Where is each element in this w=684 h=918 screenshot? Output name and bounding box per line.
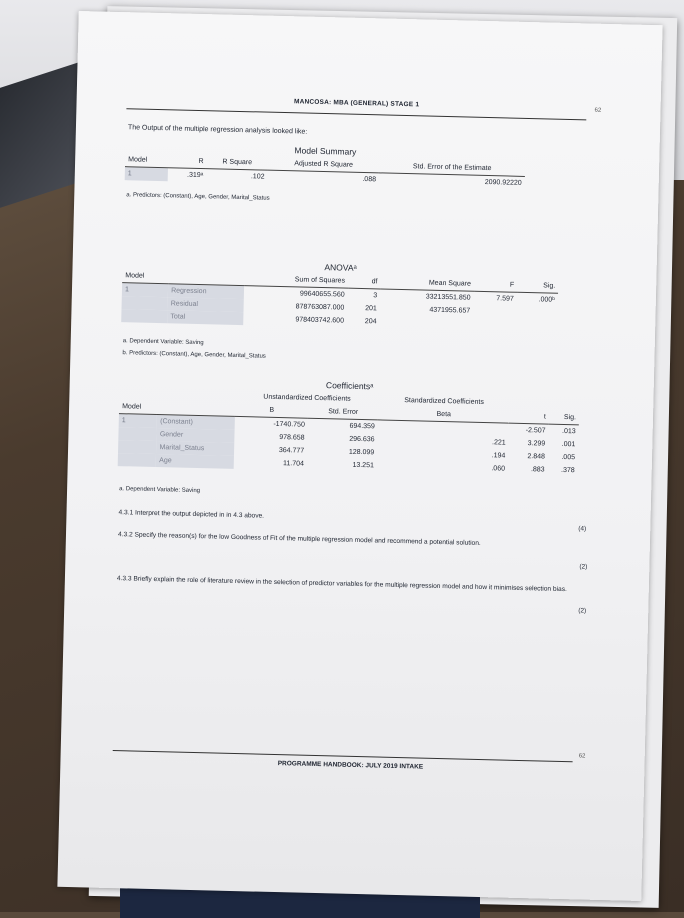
anova-title: ANOVAᵃ <box>324 262 357 273</box>
anova-note-b: b. Predictors: (Constant), Age, Gender, Marital_Status <box>122 350 266 360</box>
row-label: Gender <box>157 428 235 443</box>
table-cell: 1 <box>125 167 169 182</box>
table-cell: .883 <box>530 466 545 474</box>
col-header: Beta <box>436 410 452 419</box>
col-header: Model <box>128 156 148 164</box>
table-cell <box>473 305 517 319</box>
model-summary-title: Model Summary <box>294 145 357 157</box>
document-page <box>57 11 662 901</box>
table-cell: 364.777 <box>278 447 305 455</box>
col-header: df <box>371 278 378 286</box>
table-cell <box>121 309 167 323</box>
col-header: R <box>198 157 204 166</box>
col-header: t <box>543 413 546 421</box>
model-summary-note: a. Predictors: (Constant), Age, Gender, Marital_Status <box>126 192 270 202</box>
intro-text: The Output of the multiple regression analysis looked like: <box>127 124 308 136</box>
table-cell: 3 <box>347 288 380 302</box>
table-cell: 128.099 <box>348 448 375 457</box>
row-label: Age <box>156 454 234 469</box>
marks-4-3-1: (4) <box>578 525 587 533</box>
question-4-3-1: 4.3.1 Interpret the output depicted in in 4.3 above. <box>118 509 265 520</box>
table-cell: 4371955.657 <box>429 306 471 315</box>
col-header: Std. Error <box>328 408 359 416</box>
group-header: Standardized Coefficients <box>404 397 484 407</box>
table-cell <box>516 319 557 333</box>
table-cell: 33213551.850 <box>380 289 474 305</box>
coefficients-note: a. Dependent Variable: Saving <box>119 486 201 495</box>
table-cell: 3.299 <box>527 440 546 448</box>
row-label: Regression <box>168 284 245 299</box>
table-cell: 13.251 <box>352 461 374 470</box>
table-cell: 1 <box>119 414 158 428</box>
model-summary-table <box>125 140 526 190</box>
table-cell: .005 <box>561 453 576 462</box>
table-cell: .221 <box>491 439 506 447</box>
table-cell <box>122 296 168 310</box>
table-cell <box>118 453 157 467</box>
col-header: Adjusted R Square <box>294 160 354 169</box>
col-header: Sum of Squares <box>294 276 346 285</box>
table-cell: .088 <box>267 170 379 186</box>
table-cell: 978403742.600 <box>295 316 345 325</box>
table-cell: 694.359 <box>308 418 378 433</box>
table-cell: 2090.92220 <box>379 173 525 190</box>
footer-rule <box>113 750 573 762</box>
table-cell: 878763087.000 <box>295 303 345 312</box>
running-head: MANCOSA: MBA (GENERAL) STAGE 1 <box>293 98 420 109</box>
col-header: R Square <box>222 158 253 167</box>
table-cell: 11.704 <box>282 460 305 468</box>
col-header: F <box>509 281 515 289</box>
table-cell: 978.658 <box>279 434 305 442</box>
table-cell: 7.597 <box>473 291 517 306</box>
table-cell: 2.848 <box>527 453 546 461</box>
col-header: Sig. <box>543 282 556 290</box>
anova-table <box>121 256 558 333</box>
table-cell: .378 <box>560 466 575 475</box>
page-number-bottom: 62 <box>578 753 586 760</box>
col-header: Model <box>125 272 145 280</box>
table-cell: .319ᵃ <box>168 168 207 182</box>
row-label: Residual <box>168 297 244 312</box>
table-cell: 1 <box>122 283 168 298</box>
col-header: Sig. <box>563 413 577 422</box>
table-cell <box>118 427 157 441</box>
row-label: Total <box>167 310 243 325</box>
table-cell: .013 <box>548 424 578 438</box>
coefficients-table <box>118 374 580 477</box>
question-4-3-2: 4.3.2 Specify the reason(s) for the low Goodness of Fit of the multiple regression model and recommend a potential solution. <box>117 531 481 547</box>
row-label: Marital_Status <box>156 441 234 456</box>
question-4-3-3: 4.3.3 Briefly explain the role of literature review in the selection of predictor variables for the multiple regression model and how it minimises selection bias. <box>116 575 567 594</box>
col-header: Model <box>122 403 142 411</box>
table-cell: 201 <box>365 305 377 313</box>
table-cell <box>473 318 517 332</box>
page-number-top: 62 <box>594 107 602 114</box>
group-header: Unstandardized Coefficients <box>263 393 351 403</box>
table-cell: 296.636 <box>349 435 375 444</box>
marks-4-3-3: (2) <box>578 607 587 615</box>
col-header: Std. Error of the Estimate <box>412 163 492 173</box>
table-cell: .000ᵇ <box>517 292 558 306</box>
footer-text: PROGRAMME HANDBOOK: JULY 2019 INTAKE <box>277 760 424 771</box>
table-cell <box>118 440 157 454</box>
table-cell: .060 <box>491 465 506 473</box>
table-cell: 99640655.560 <box>244 286 348 302</box>
anova-note-a: a. Dependent Variable: Saving <box>122 338 204 347</box>
col-header: B <box>269 406 275 414</box>
col-header: Mean Square <box>428 279 471 288</box>
table-cell: .102 <box>206 169 268 184</box>
table-cell: .194 <box>491 452 506 460</box>
table-cell: -2.507 <box>509 423 549 437</box>
table-cell: 204 <box>364 318 377 326</box>
table-cell: -1740.750 <box>235 416 308 431</box>
table-cell <box>379 315 473 330</box>
coefficients-title: Coefficientsᵃ <box>325 380 374 392</box>
table-cell: .001 <box>561 440 576 449</box>
row-label: (Constant) <box>157 415 235 430</box>
marks-4-3-2: (2) <box>579 563 588 571</box>
header-rule <box>126 108 586 120</box>
table-cell <box>516 306 557 320</box>
